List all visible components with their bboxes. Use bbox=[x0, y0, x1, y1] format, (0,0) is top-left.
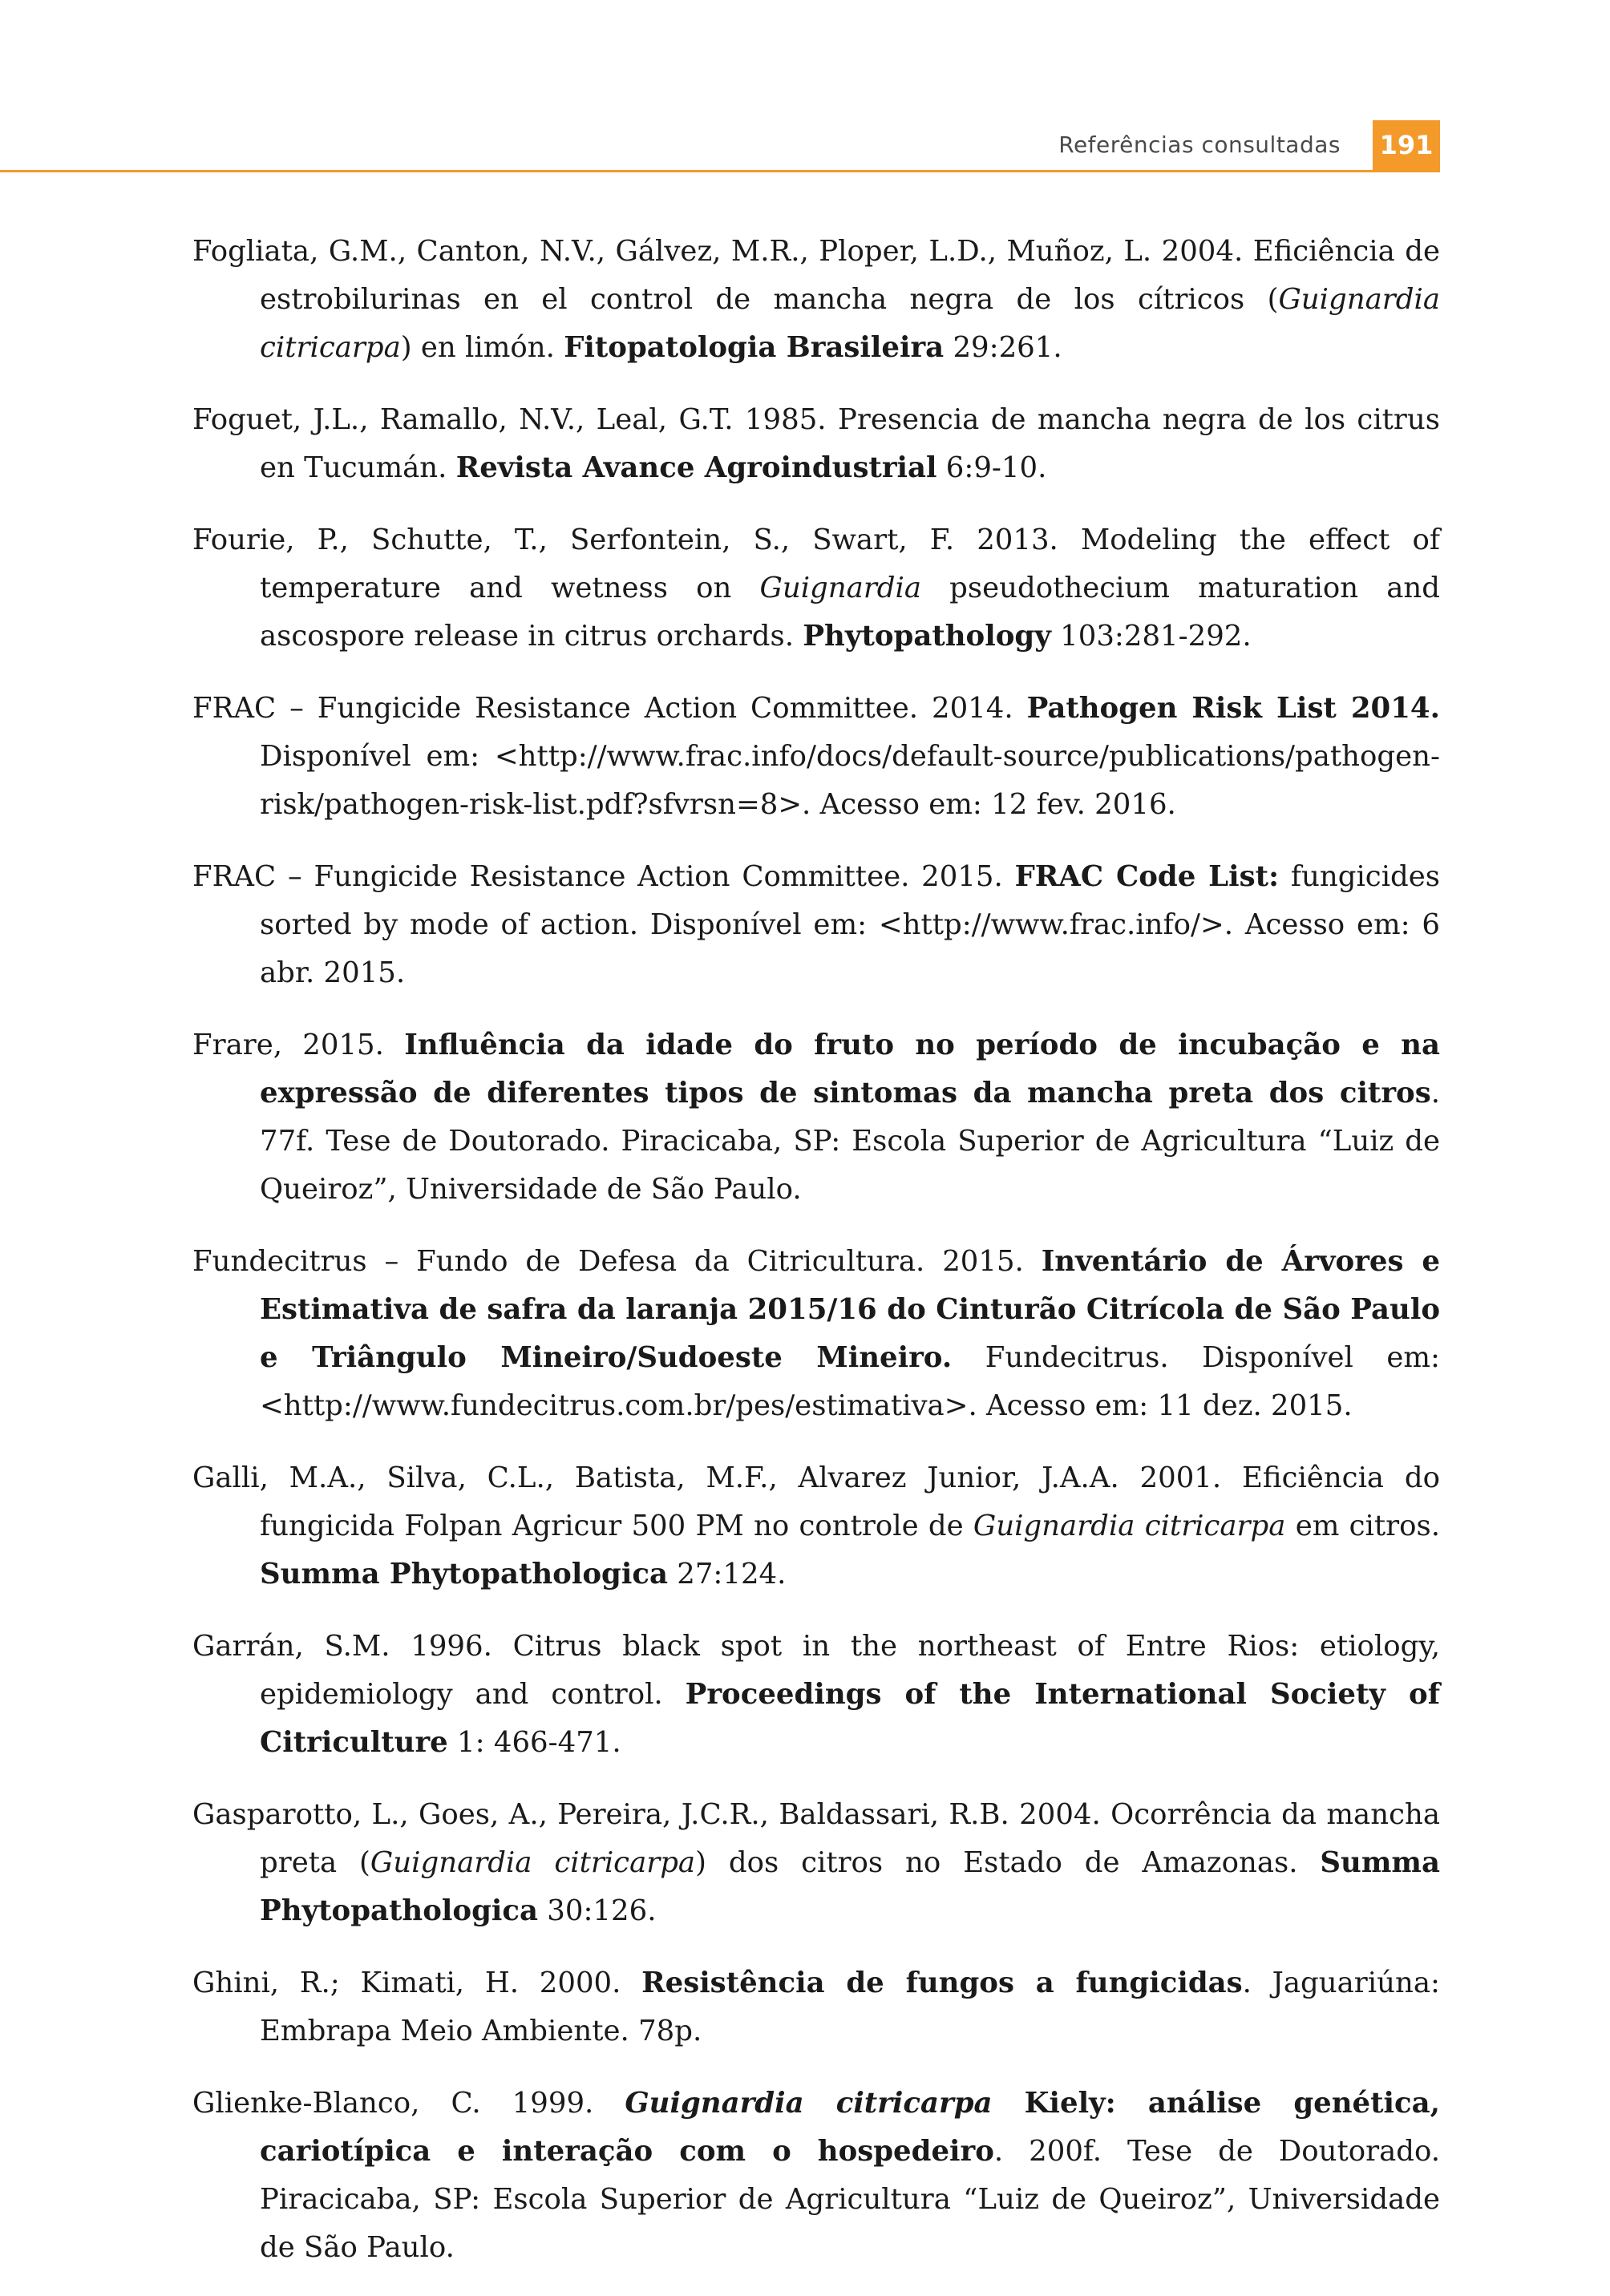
reference-text: Guignardia citricarpa bbox=[260, 283, 1440, 364]
reference-entry bbox=[192, 396, 1440, 492]
reference-text: Fitopatologia Brasileira bbox=[564, 331, 945, 364]
reference-entry bbox=[192, 516, 1440, 661]
reference-entry bbox=[192, 1791, 1440, 1935]
reference-text: Fundecitrus. Disponível em: <http://www.fundecitrus.com.br/pes/estimativa>. Acesso em: 11 dez. 2015. bbox=[260, 1341, 1440, 1422]
reference-text: Frare, 2015. bbox=[192, 1029, 405, 1061]
reference-text: em citros. bbox=[1285, 1510, 1440, 1542]
reference-text: Proceedings of the International Society of Citriculture bbox=[260, 1678, 1440, 1759]
reference-text: Galli, M.A., Silva, C.L., Batista, M.F., Alvarez Junior, J.A.A. 2001. Eficiência do fungicida Folpan Agricur 500 PM no controle de bbox=[192, 1461, 1440, 1542]
reference-text: Revista Avance Agroindustrial bbox=[455, 451, 937, 484]
reference-text: Garrán, S.M. 1996. Citrus black spot in the northeast of Entre Rios: etiology, epidemiology and control. bbox=[192, 1630, 1440, 1711]
reference-text: ) dos citros no Estado de Amazonas. bbox=[695, 1846, 1321, 1879]
running-head-title: Referências consultadas bbox=[1058, 131, 1341, 158]
page-number: 191 bbox=[1373, 120, 1440, 170]
reference-text: Influência da idade do fruto no período de incubação e na expressão de diferentes tipos de sintomas da mancha preta dos citros bbox=[260, 1029, 1440, 1110]
reference-text: Fourie, P., Schutte, T., Serfontein, S., Swart, F. 2013. Modeling the effect of temperature and wetness on bbox=[192, 523, 1440, 604]
reference-text: pseudothecium maturation and ascospore release in citrus orchards. bbox=[260, 572, 1440, 653]
reference-text: Glienke-Blanco, C. 1999. bbox=[192, 2087, 625, 2120]
reference-text: Phytopathology bbox=[803, 620, 1051, 653]
reference-entry bbox=[192, 1623, 1440, 1767]
page-header bbox=[0, 120, 1440, 172]
reference-text: 1: 466-471. bbox=[447, 1726, 621, 1759]
reference-text: FRAC Code List: bbox=[1014, 860, 1280, 893]
reference-text: . 200f. Tese de Doutorado. Piracicaba, SP: Escola Superior de Agricultura “Luiz de Queiroz”, Universidade de São Paulo. bbox=[260, 2135, 1440, 2264]
reference-text: Disponível em: <http://www.frac.info/docs/default-source/publications/pathogen-risk/pathogen-risk-list.pdf?sfvrsn=8>. Acesso em: 12 fev. 2016. bbox=[260, 740, 1440, 821]
reference-text: 27:124. bbox=[667, 1558, 787, 1591]
reference-entry bbox=[192, 685, 1440, 829]
reference-text: 6:9-10. bbox=[936, 451, 1047, 484]
reference-text: Ghini, R.; Kimati, H. 2000. bbox=[192, 1967, 642, 1999]
reference-text: Guignardia citricarpa bbox=[973, 1510, 1286, 1542]
reference-text: Summa Phytopathologica bbox=[260, 1846, 1440, 1927]
reference-text: FRAC – Fungicide Resistance Action Committee. 2015. bbox=[192, 860, 1015, 893]
reference-text: Guignardia citricarpa bbox=[625, 2087, 993, 2120]
reference-text: Fogliata, G.M., Canton, N.V., Gálvez, M.R., Ploper, L.D., Muñoz, L. 2004. Eficiência de estrobilurinas en el control de mancha negra de los cítricos ( bbox=[192, 235, 1440, 316]
reference-entry bbox=[192, 1959, 1440, 2055]
reference-text: Guignardia citricarpa bbox=[370, 1846, 696, 1879]
reference-entry bbox=[192, 1238, 1440, 1430]
reference-text: ) en limón. bbox=[400, 331, 564, 364]
reference-text: Inventário de Árvores e Estimativa de safra da laranja 2015/16 do Cinturão Citrícola de São Paulo e Triângulo Mineiro/Sudoeste Mineiro. bbox=[260, 1245, 1441, 1374]
reference-text: fungicides sorted by mode of action. Disponível em: <http://www.frac.info/>. Acesso em: 6 abr. 2015. bbox=[260, 860, 1440, 989]
reference-text: 103:281-292. bbox=[1050, 620, 1252, 653]
reference-text: . Jaguariúna: Embrapa Meio Ambiente. 78p. bbox=[260, 1967, 1440, 2047]
reference-text: Pathogen Risk List 2014. bbox=[1026, 692, 1440, 725]
reference-text: . 77f. Tese de Doutorado. Piracicaba, SP: Escola Superior de Agricultura “Luiz de Queiroz”, Universidade de São Paulo. bbox=[260, 1077, 1440, 1206]
reference-text: Fundecitrus – Fundo de Defesa da Citricultura. 2015. bbox=[192, 1245, 1042, 1278]
reference-text: Gasparotto, L., Goes, A., Pereira, J.C.R., Baldassari, R.B. 2004. Ocorrência da mancha preta ( bbox=[192, 1798, 1440, 1879]
reference-text: Guignardia bbox=[759, 572, 922, 604]
reference-text: Resistência de fungos a fungicidas bbox=[641, 1967, 1243, 1999]
reference-list bbox=[192, 228, 1440, 2296]
reference-text: Summa Phytopathologica bbox=[260, 1558, 668, 1591]
reference-text: Kiely: análise genética, cariotípica e interação com o hospedeiro bbox=[260, 2087, 1440, 2168]
reference-entry bbox=[192, 228, 1440, 372]
reference-text: FRAC – Fungicide Resistance Action Committee. 2014. bbox=[192, 692, 1027, 725]
reference-text: 29:261. bbox=[944, 331, 1062, 364]
reference-entry bbox=[192, 1454, 1440, 1599]
reference-entry bbox=[192, 1021, 1440, 1214]
reference-entry bbox=[192, 853, 1440, 997]
reference-text: Foguet, J.L., Ramallo, N.V., Leal, G.T. 1985. Presencia de mancha negra de los citrus en Tucumán. bbox=[192, 403, 1440, 484]
reference-text: 30:126. bbox=[538, 1894, 657, 1927]
reference-entry bbox=[192, 2080, 1440, 2272]
